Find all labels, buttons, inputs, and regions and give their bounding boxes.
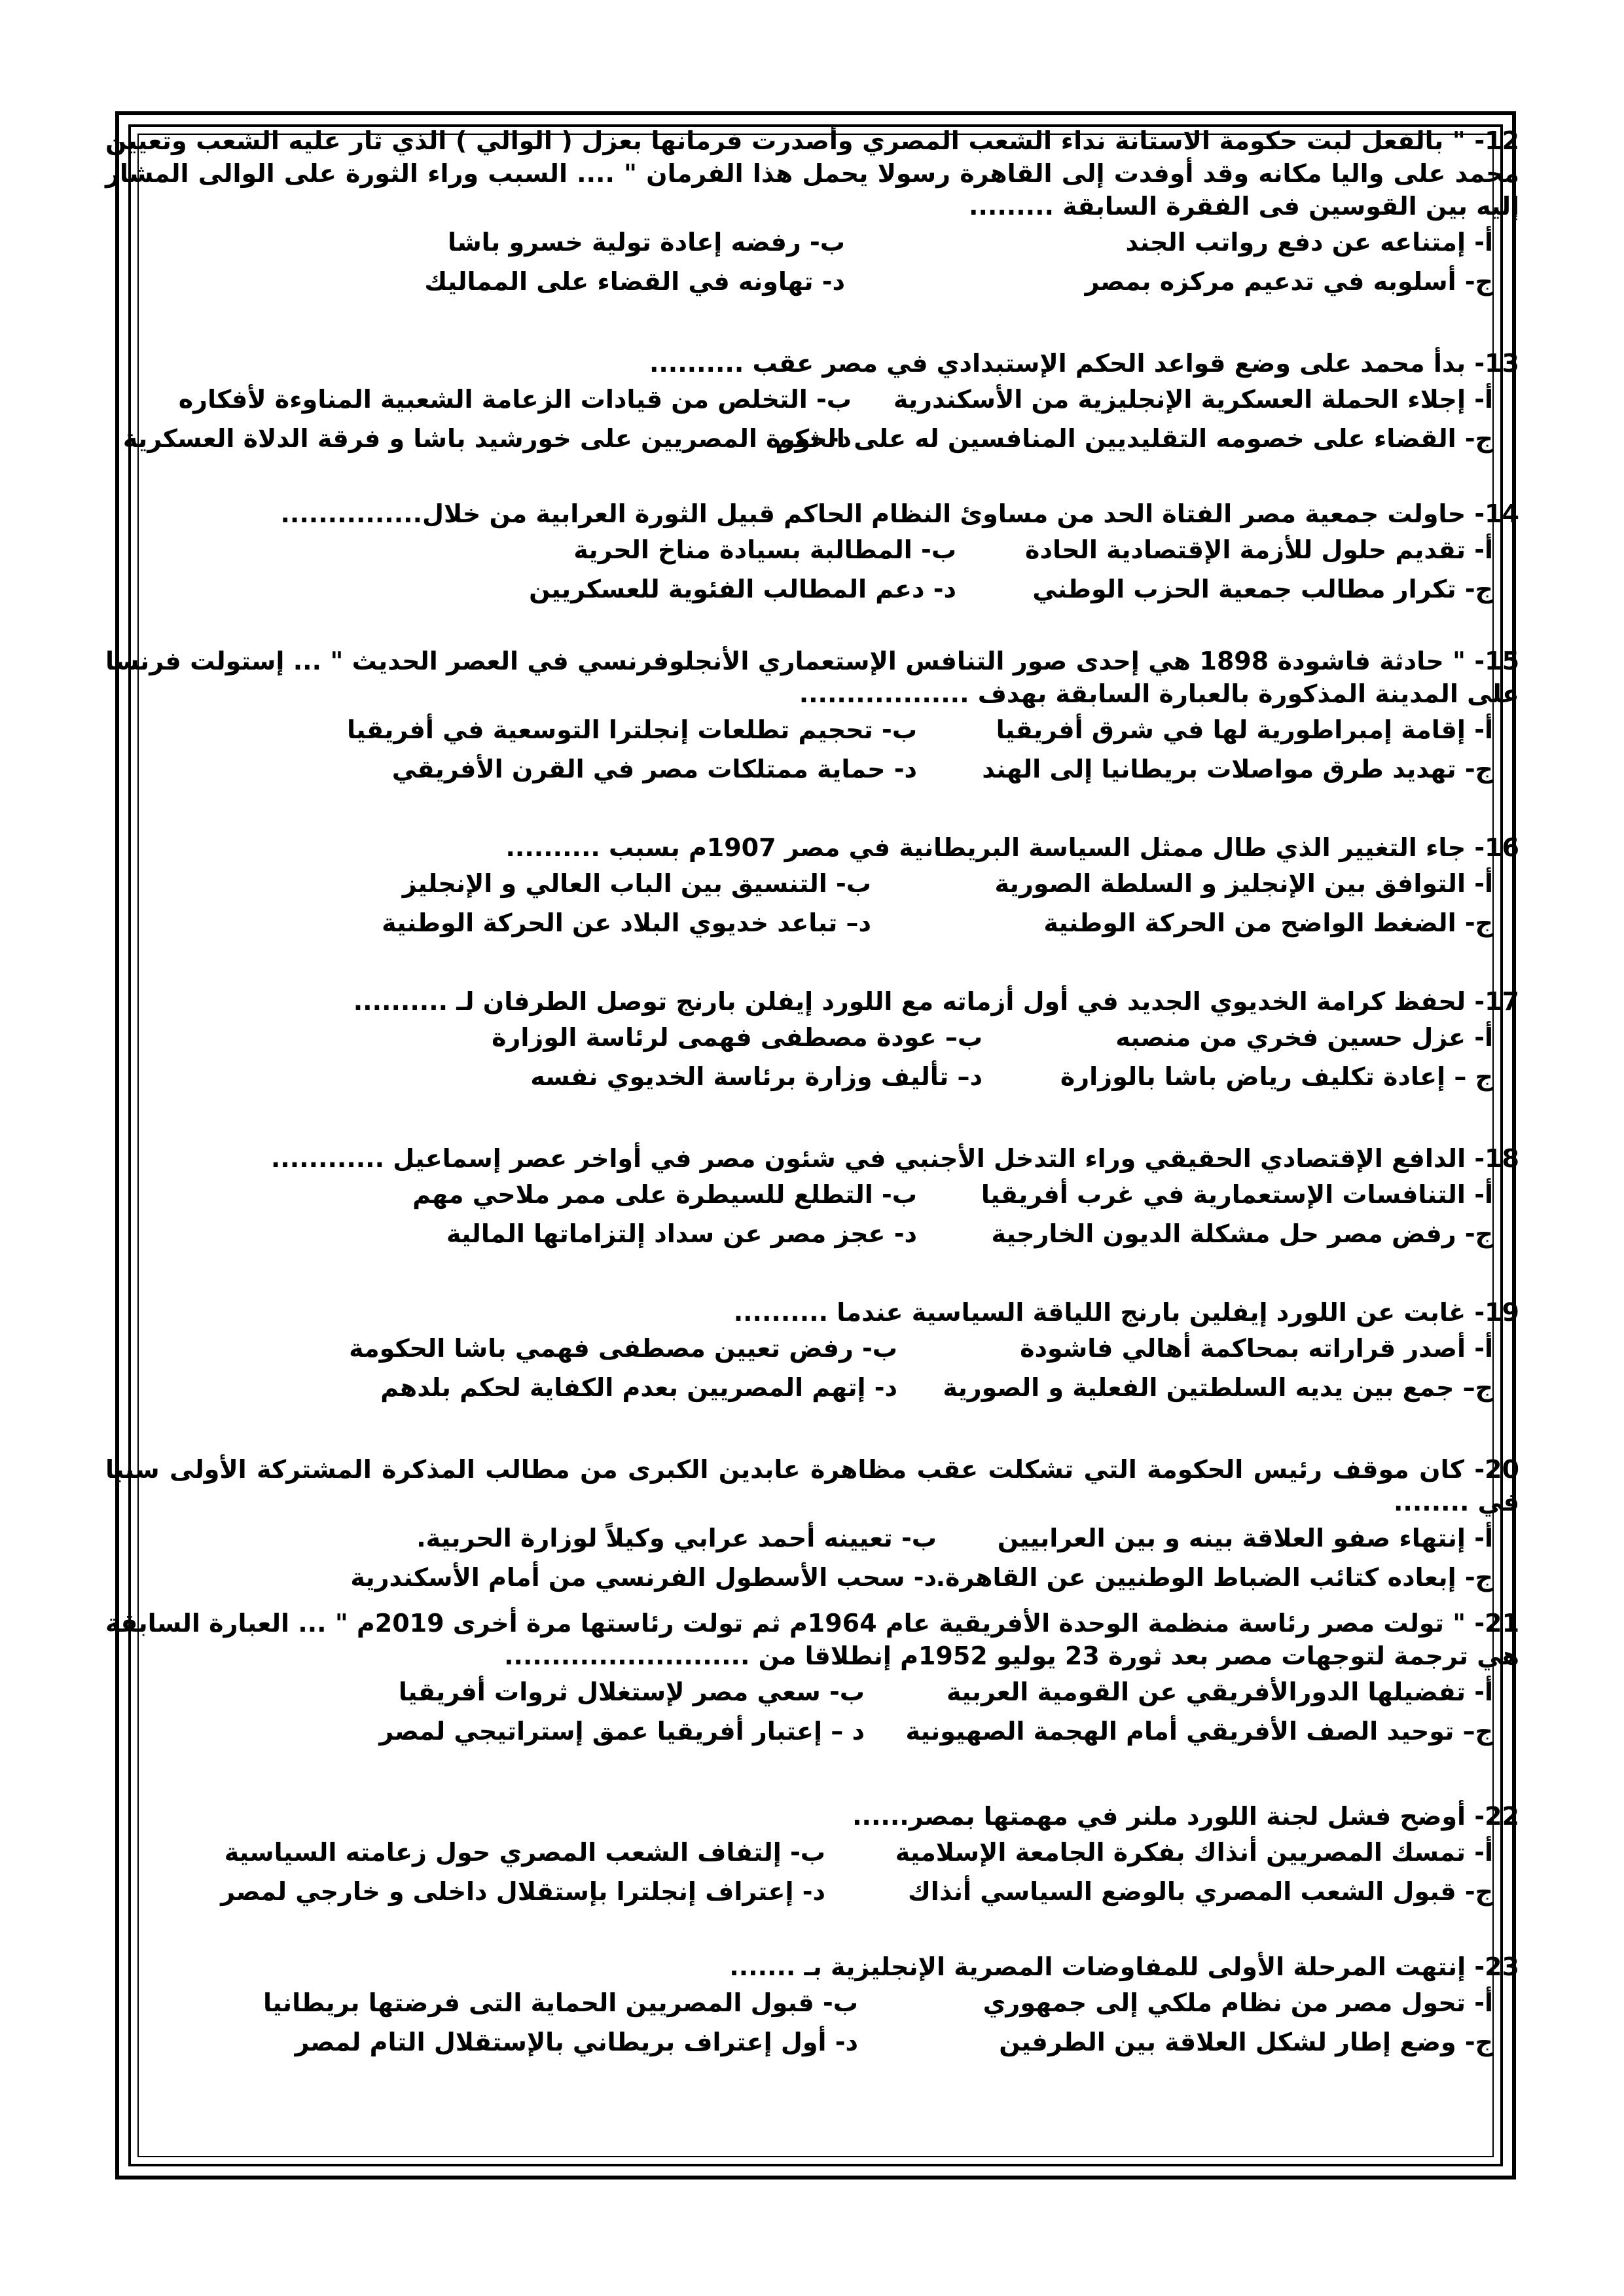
question-number: 20-: [1474, 1455, 1519, 1484]
question-text: " تولت مصر رئاسة منظمة الوحدة الأفريقية عام 1964م ثم تولت رئاستها مرة أخرى 2019م " ... العبارة السابقة هي ترجمة لتوجهات مصر بعد ثورة 23 يوليو 1952م إنطلاقا من ..........................: [105, 1609, 1519, 1670]
option-a[interactable]: أ- إجلاء الحملة العسكرية الإنجليزية من الأسكندرية: [893, 385, 1493, 414]
question-number: 18-: [1474, 1144, 1519, 1173]
question-stem: [105, 985, 1519, 1018]
question-17: [105, 985, 1519, 1104]
option-c[interactable]: ج- رفض مصر حل مشكلة الديون الخارجية: [991, 1219, 1493, 1248]
options: [105, 1677, 1519, 1759]
option-a[interactable]: أ- تقديم حلول للأزمة الإقتصادية الحادة: [1025, 535, 1493, 564]
question-text: " حادثة فاشودة 1898 هي إحدى صور التنافس الإستعماري الأنجلوفرنسي في العصر الحديث " ... إستولت فرنسا على المدينة المذكورة بالعبارة السابقة بهدف ..................: [105, 647, 1519, 708]
option-c[interactable]: ج- الضغط الواضح من الحركة الوطنية: [1043, 908, 1493, 937]
question-stem: [105, 1800, 1519, 1833]
question-number: 23-: [1474, 1952, 1519, 1981]
options: [105, 385, 1519, 466]
question-23: [105, 1950, 1519, 2070]
question-21: [105, 1607, 1519, 1759]
question-number: 14-: [1474, 499, 1519, 528]
question-number: 12-: [1474, 126, 1519, 155]
question-22: [105, 1800, 1519, 1919]
option-a[interactable]: أ- تحول مصر من نظام ملكي إلى جمهوري: [983, 1988, 1493, 2017]
question-stem: [105, 1296, 1519, 1329]
option-c[interactable]: ج- تكرار مطالب جمعية الحزب الوطني: [1032, 575, 1493, 603]
option-d[interactable]: د- دعم المطالب الفئوية للعسكريين: [529, 575, 956, 603]
option-a[interactable]: أ- تمسك المصريين أنذاك بفكرة الجامعة الإسلامية: [895, 1838, 1493, 1867]
question-16: [105, 831, 1519, 950]
option-b[interactable]: ب- سعي مصر لإستغلال ثروات أفريقيا: [398, 1677, 865, 1706]
option-d[interactable]: د- حماية ممتلكات مصر في القرن الأفريقي: [391, 755, 917, 783]
option-d[interactable]: د- أول إعتراف بريطاني بالإستقلال التام لمصر: [295, 2028, 858, 2056]
question-stem: [105, 1453, 1519, 1518]
option-b[interactable]: ب- المطالبة بسيادة مناخ الحرية: [573, 535, 956, 564]
option-a[interactable]: أ- أصدر قراراته بمحاكمة أهالي فاشودة: [1020, 1334, 1493, 1363]
option-b[interactable]: ب- إلتفاف الشعب المصري حول زعامته السياسية: [224, 1838, 825, 1867]
question-number: 22-: [1474, 1802, 1519, 1831]
question-18: [105, 1142, 1519, 1261]
option-b[interactable]: ب- تعيينه أحمد عرابي وكيلاً لوزارة الحربية.: [416, 1524, 937, 1552]
option-c[interactable]: ج- وضع إطار لشكل العلاقة بين الطرفين: [999, 2028, 1493, 2056]
option-c[interactable]: ج- القضاء على خصومه التقليديين المنافسين له على الحكم: [775, 424, 1493, 453]
question-text: غابت عن اللورد إيفلين بارنج اللياقة السياسية عندما ..........: [733, 1298, 1466, 1327]
option-b[interactable]: ب- التطلع للسيطرة على ممر ملاحي مهم: [412, 1180, 917, 1209]
option-a[interactable]: أ- تفضيلها الدورالأفريقي عن القومية العربية: [947, 1677, 1493, 1706]
option-d[interactable]: د– تباعد خديوي البلاد عن الحركة الوطنية: [382, 908, 871, 937]
option-b[interactable]: ب- التخلص من قيادات الزعامة الشعبية المناوءة لأفكاره: [178, 385, 852, 414]
question-text: حاولت جمعية مصر الفتاة الحد من مساوئ النظام الحاكم قبيل الثورة العرابية من خلال...............: [280, 499, 1466, 528]
option-b[interactable]: ب– عودة مصطفى فهمى لرئاسة الوزارة: [492, 1023, 983, 1052]
question-stem: [105, 1950, 1519, 1983]
question-text: لحفظ كرامة الخديوي الجديد في أول أزماته مع اللورد إيفلن بارنج توصل الطرفان لـ ..........: [353, 987, 1466, 1016]
question-15: [105, 645, 1519, 797]
question-number: 15-: [1474, 647, 1520, 675]
question-number: 16-: [1474, 833, 1519, 862]
question-number: 21-: [1474, 1609, 1520, 1638]
option-c[interactable]: ج – إعادة تكليف رياض باشا بالوزارة: [1060, 1062, 1493, 1091]
options: [105, 1180, 1519, 1261]
question-text: أوضح فشل لجنة اللورد ملنر في مهمتها بمصر......: [852, 1802, 1466, 1831]
question-text: " بالفعل لبت حكومة الاستانة نداء الشعب المصري وأصدرت فرمانها بعزل ( الوالي ) الذي ثار عليه الشعب وتعيين محمد على واليا مكانه وقد أوفدت إلى القاهرة رسولا يحمل هذا الفرمان " .... السبب وراء الثورة على الوالى المشار إليه بين القوسين فى الفقرة السابقة .........: [105, 126, 1519, 221]
option-a[interactable]: أ- التوافق بين الإنجليز و السلطة الصورية: [994, 869, 1493, 898]
options: [105, 1334, 1519, 1415]
question-stem: [105, 1607, 1519, 1672]
option-c[interactable]: ج– توحيد الصف الأفريقي أمام الهجمة الصهيونية: [905, 1717, 1493, 1746]
question-stem: [105, 1142, 1519, 1175]
question-text: إنتهت المرحلة الأولى للمفاوضات المصرية الإنجليزية بـ .......: [729, 1952, 1466, 1981]
option-d[interactable]: د- عجز مصر عن سداد إلتزاماتها المالية: [446, 1219, 917, 1248]
option-d[interactable]: د- سحب الأسطول الفرنسي من أمام الأسكندرية: [350, 1563, 937, 1592]
option-b[interactable]: ب- التنسيق بين الباب العالي و الإنجليز: [402, 869, 871, 898]
option-d[interactable]: د– تأليف وزارة برئاسة الخديوي نفسه: [530, 1062, 983, 1091]
options: [105, 1023, 1519, 1104]
option-c[interactable]: ج- إبعاده كتائب الضباط الوطنيين عن القاهرة.: [935, 1563, 1493, 1592]
question-text: الدافع الإقتصادي الحقيقي وراء التدخل الأجنبي في شئون مصر في أواخر عصر إسماعيل ............: [270, 1144, 1466, 1173]
option-a[interactable]: أ- إنتهاء صفو العلاقة بينه و بين العرابيين: [997, 1524, 1493, 1552]
option-c[interactable]: ج- تهديد طرق مواصلات بريطانيا إلى الهند: [982, 755, 1493, 783]
question-number: 13-: [1474, 349, 1519, 378]
question-text: بدأ محمد على وضع قواعد الحكم الإستبدادي في مصر عقب ..........: [649, 349, 1466, 378]
option-c[interactable]: ج- قبول الشعب المصري بالوضع السياسي أنذاك: [907, 1877, 1493, 1906]
options: [105, 1524, 1519, 1605]
option-c[interactable]: ج- أسلوبه في تدعيم مركزه بمصر: [1085, 267, 1493, 296]
option-c[interactable]: ج– جمع بين يديه السلطتين الفعلية و الصورية: [943, 1373, 1493, 1402]
options: [105, 1988, 1519, 2070]
option-d[interactable]: د- تهاونه في القضاء على المماليك: [424, 267, 845, 296]
option-a[interactable]: أ- عزل حسين فخري من منصبه: [1115, 1023, 1493, 1052]
options: [105, 228, 1519, 309]
question-text: جاء التغيير الذي طال ممثل السياسة البريطانية في مصر 1907م بسبب ..........: [505, 833, 1466, 862]
option-b[interactable]: ب- قبول المصريين الحماية التى فرضتها بريطانيا: [263, 1988, 858, 2017]
options: [105, 1838, 1519, 1919]
option-b[interactable]: ب- رفضه إعادة تولية خسرو باشا: [448, 228, 845, 257]
option-d[interactable]: د- إعتراف إنجلترا بإستقلال داخلى و خارجي لمصر: [221, 1877, 825, 1906]
question-12: [105, 124, 1519, 309]
question-stem: [105, 645, 1519, 710]
option-a[interactable]: أ- إمتناعه عن دفع رواتب الجند: [1125, 228, 1493, 257]
question-number: 19-: [1474, 1298, 1519, 1327]
option-d[interactable]: د – إعتبار أفريقيا عمق إستراتيجي لمصر: [379, 1717, 865, 1746]
option-b[interactable]: ب- رفض تعيين مصطفى فهمي باشا الحكومة: [349, 1334, 897, 1363]
question-number: 17-: [1474, 987, 1519, 1016]
options: [105, 869, 1519, 950]
question-19: [105, 1296, 1519, 1415]
question-stem: [105, 347, 1519, 380]
option-a[interactable]: أ- التنافسات الإستعمارية في غرب أفريقيا: [981, 1180, 1493, 1209]
question-stem: [105, 831, 1519, 864]
question-14: [105, 497, 1519, 617]
option-d[interactable]: د- ثورة المصريين على خورشيد باشا و فرقة الدلاة العسكرية: [122, 424, 852, 453]
question-13: [105, 347, 1519, 466]
question-20: [105, 1453, 1519, 1605]
option-b[interactable]: ب- تحجيم تطلعات إنجلترا التوسعية في أفريقيا: [346, 715, 917, 744]
options: [105, 535, 1519, 617]
option-d[interactable]: د- إتهم المصريين بعدم الكفاية لحكم بلدهم: [380, 1373, 897, 1402]
option-a[interactable]: أ- إقامة إمبراطورية لها في شرق أفريقيا: [996, 715, 1493, 744]
options: [105, 715, 1519, 797]
question-stem: [105, 497, 1519, 530]
question-stem: [105, 124, 1519, 223]
question-text: كان موقف رئيس الحكومة التي تشكلت عقب مظاهرة عابدين الكبرى من مطالب المذكرة المشتركة الأولى سببا في ........: [105, 1455, 1519, 1516]
